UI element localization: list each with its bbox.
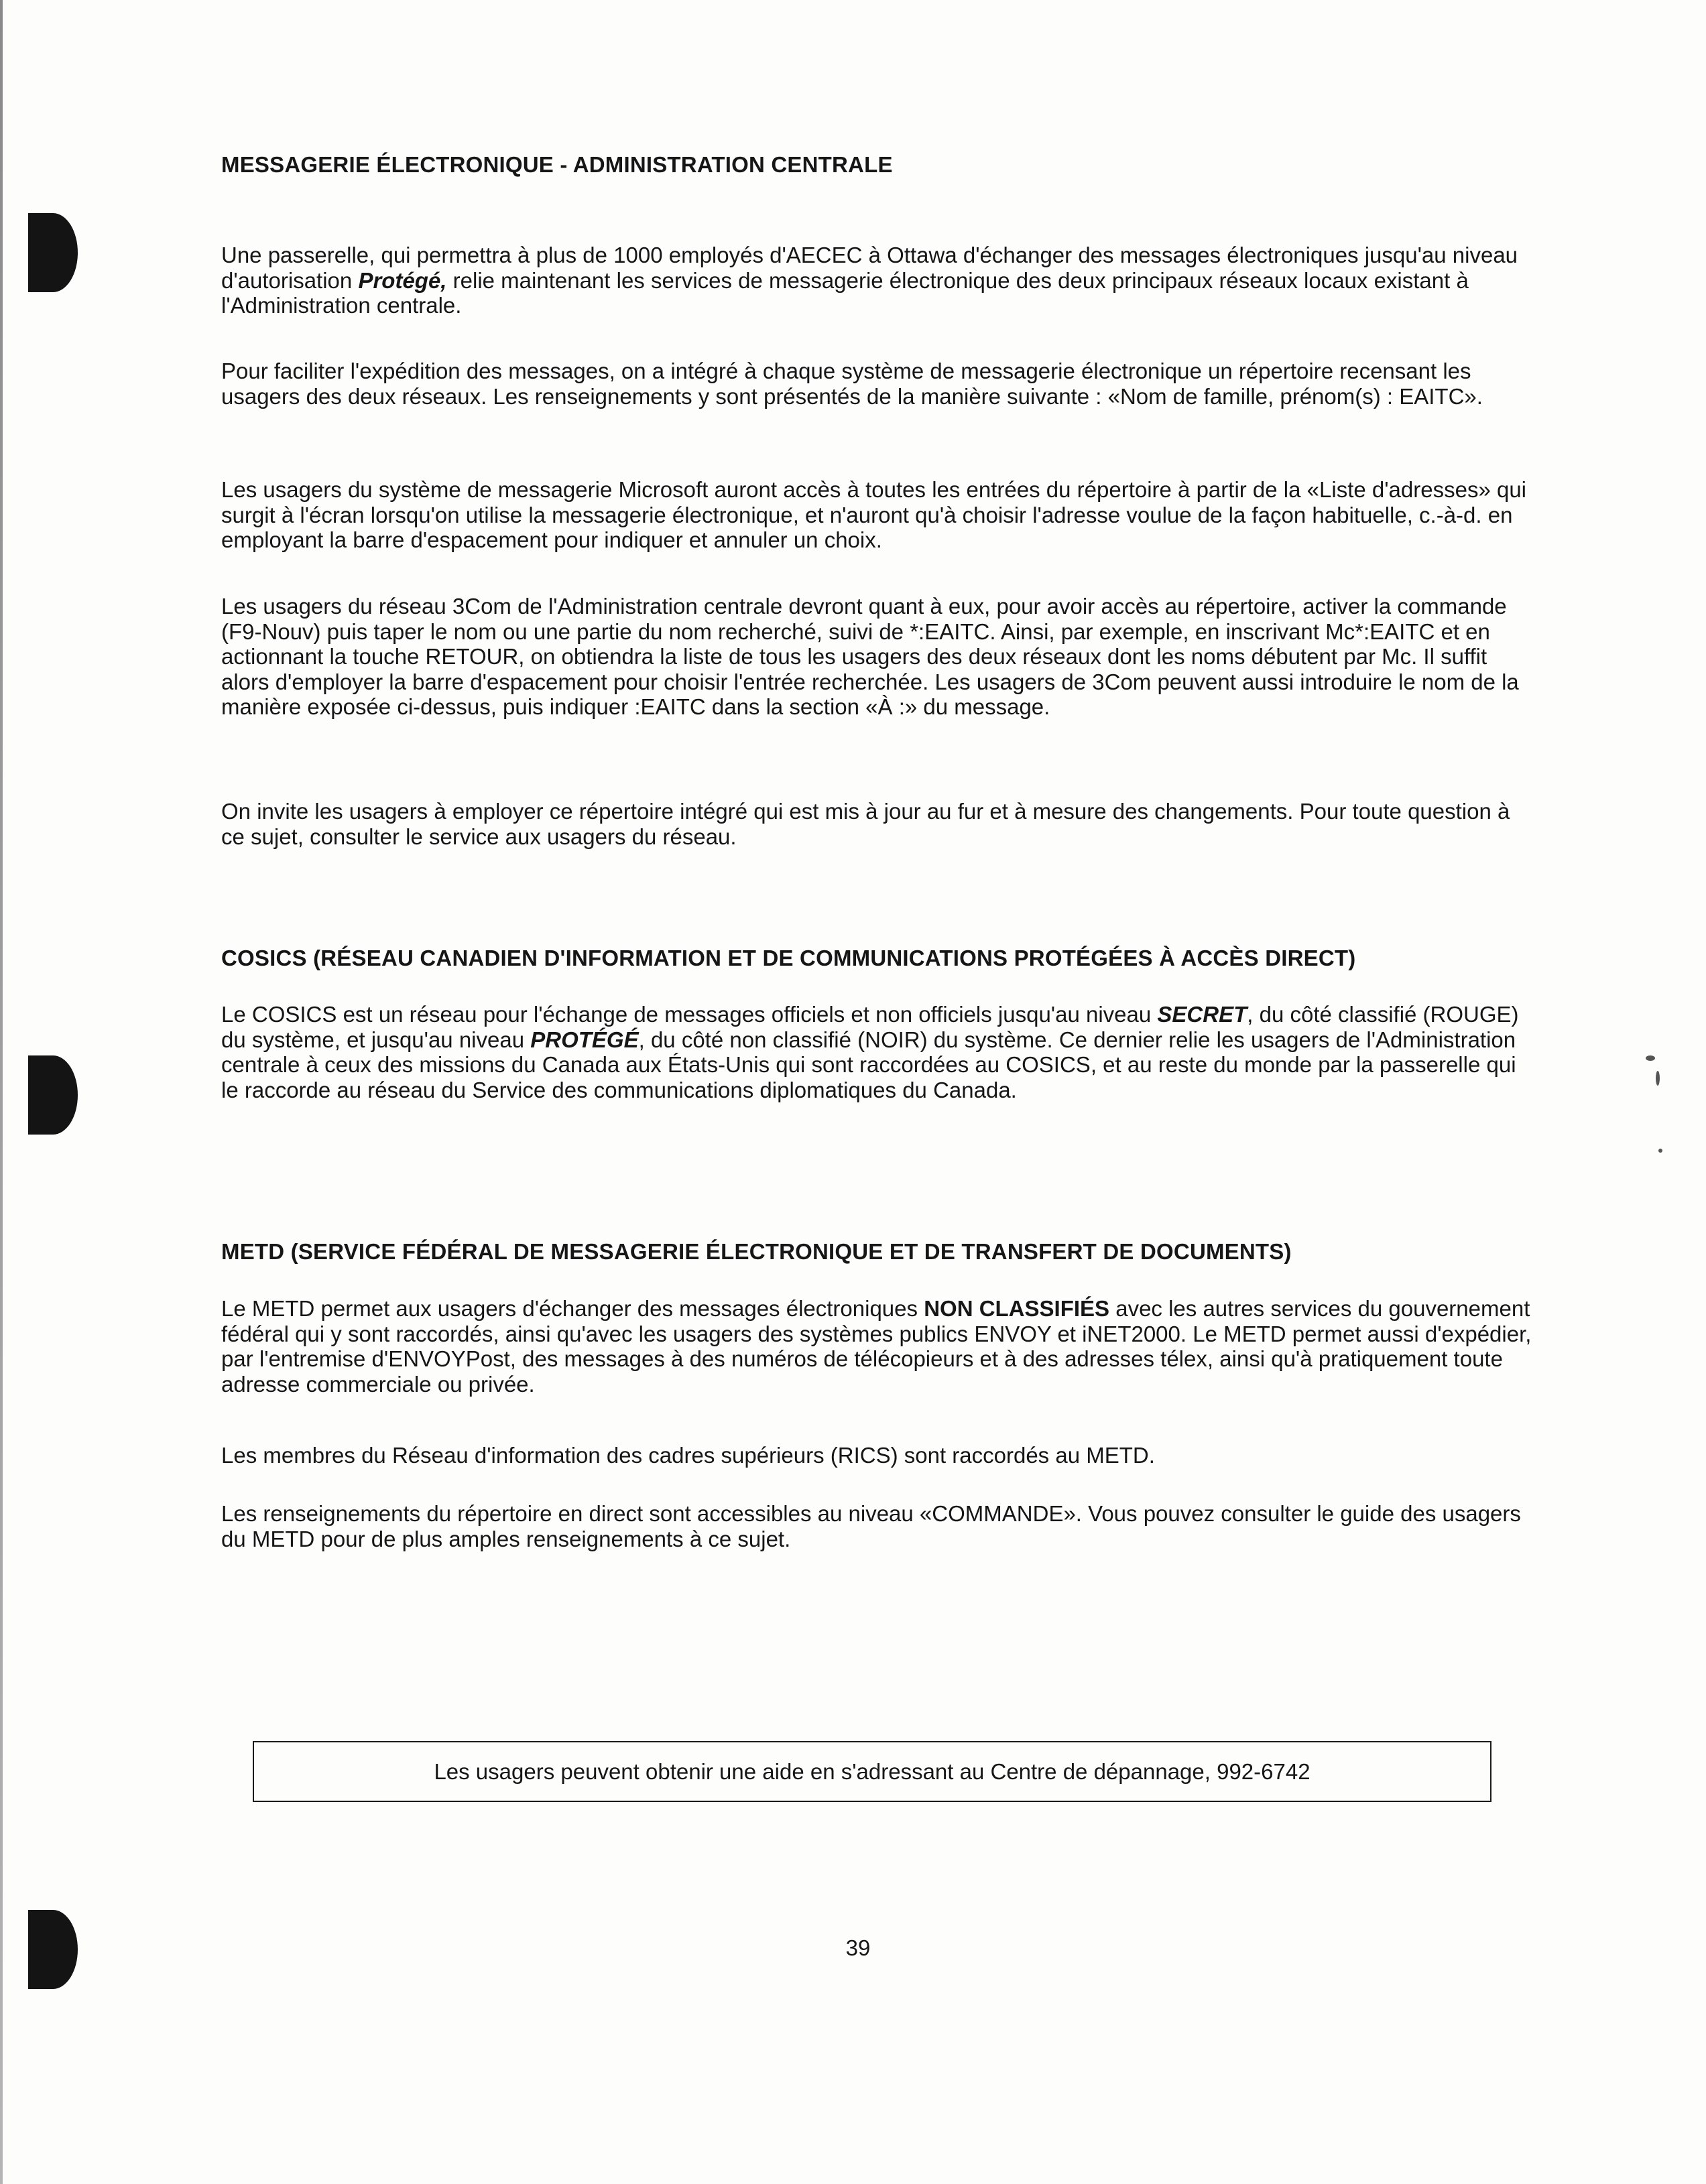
scan-speck	[1658, 1149, 1662, 1153]
paragraph	[221, 1002, 1535, 1102]
binder-hole-bottom	[28, 1910, 78, 1989]
binder-hole-top	[28, 213, 78, 292]
page-number: 39	[845, 1935, 871, 1960]
paragraph-text: Le COSICS est un réseau pour l'échange de messages officiels et non officiels jusqu'au niveau	[221, 1002, 1158, 1027]
scan-speck	[1656, 1071, 1660, 1086]
paragraph-text: relie maintenant les services de messagerie électronique des deux principaux réseaux locaux existant à l'Administration centrale.	[221, 267, 1469, 318]
scan-speck	[1646, 1055, 1655, 1061]
paragraph	[221, 243, 1535, 318]
section-title-metd: METD (SERVICE FÉDÉRAL DE MESSAGERIE ÉLECTRONIQUE ET DE TRANSFERT DE DOCUMENTS)	[221, 1239, 1292, 1264]
emphasis-text: SECRET	[1157, 1002, 1247, 1027]
emphasis-text: PROTÉGÉ	[530, 1027, 639, 1052]
paragraph-text: Le METD permet aux usagers d'échanger des messages électroniques	[221, 1296, 924, 1321]
paragraph: Les usagers du réseau 3Com de l'Administration centrale devront quant à eux, pour avoir accès au répertoire, activer la commande (F9-Nouv) puis taper le nom ou une partie du nom recherché, suivi de *:EAITC. Ainsi, par exemple, en inscrivant Mc*:EAITC et en actionnant la touche RETOUR, on obtiendra la liste de tous les usagers des deux réseaux dont les noms débutent par Mc. Il suffit alors d'employer la barre d'espacement pour choisir l'entrée recherchée. Les usagers de 3Com peuvent aussi introduire le nom de la manière exposée ci-dessus, puis indiquer :EAITC dans la section «À :» du message.	[221, 594, 1519, 719]
paragraph: Pour faciliter l'expédition des messages, on a intégré à chaque système de messagerie électronique un répertoire recensant les usagers des deux réseaux. Les renseignements y sont présentés de la manière suivante : «Nom de famille, prénom(s) : EAITC».	[221, 359, 1483, 409]
help-desk-text: Les usagers peuvent obtenir une aide en s'adressant au Centre de dépannage, 992-6742	[434, 1758, 1311, 1784]
section-title-cosics: COSICS (RÉSEAU CANADIEN D'INFORMATION ET DE COMMUNICATIONS PROTÉGÉES À ACCÈS DIRECT)	[221, 946, 1356, 970]
paragraph-text: Une passerelle, qui permettra à plus de 1000 employés d'AECEC à Ottawa d'échanger des messages électroniques jusqu'au niveau d'autorisation	[221, 243, 1518, 293]
paragraph	[221, 1296, 1535, 1397]
emphasis-text: Protégé,	[358, 267, 447, 293]
paragraph-text: , du côté non classifié (NOIR) du système. Ce dernier relie les usagers de l'Administration centrale à ceux des missions du Canada aux États-Unis qui sont raccordées au COSICS, et au reste du monde par la passerelle qui le raccorde au réseau du Service des communications diplomatiques du Canada.	[221, 1027, 1516, 1102]
paragraph-text: avec les autres services du gouvernement fédéral qui y sont raccordés, ainsi qu'avec les usagers des systèmes publics ENVOY et iNET2000. Le METD permet aussi d'expédier, par l'entremise d'ENVOYPost, des messages à des numéros de télécopieurs et à des adresses télex, ainsi qu'à pratiquement toute adresse commerciale ou privée.	[221, 1296, 1532, 1397]
paragraph: On invite les usagers à employer ce répertoire intégré qui est mis à jour au fur et à mesure des changements. Pour toute question à ce sujet, consulter le service aux usagers du réseau.	[221, 799, 1510, 849]
binder-hole-middle	[28, 1055, 78, 1135]
paragraph: Les usagers du système de messagerie Microsoft auront accès à toutes les entrées du répertoire à partir de la «Liste d'adresses» qui surgit à l'écran lorsqu'on utilise la messagerie électronique, et n'auront qu'à choisir l'adresse voulue de la façon habituelle, c.-à-d. en employant la barre d'espacement pour indiquer et annuler un choix.	[221, 477, 1526, 552]
scan-edge	[0, 0, 3, 2184]
paragraph: Les membres du Réseau d'information des cadres supérieurs (RICS) sont raccordés au METD.	[221, 1443, 1155, 1468]
section-title-messagerie: MESSAGERIE ÉLECTRONIQUE - ADMINISTRATION CENTRALE	[221, 152, 893, 177]
emphasis-text: NON CLASSIFIÉS	[924, 1296, 1110, 1321]
paragraph-text: , du côté classifié (ROUGE) du système, et jusqu'au niveau	[221, 1002, 1519, 1052]
paragraph: Les renseignements du répertoire en direct sont accessibles au niveau «COMMANDE». Vous pouvez consulter le guide des usagers du METD pour de plus amples renseignements à ce sujet.	[221, 1501, 1521, 1551]
help-desk-notice	[253, 1741, 1491, 1802]
